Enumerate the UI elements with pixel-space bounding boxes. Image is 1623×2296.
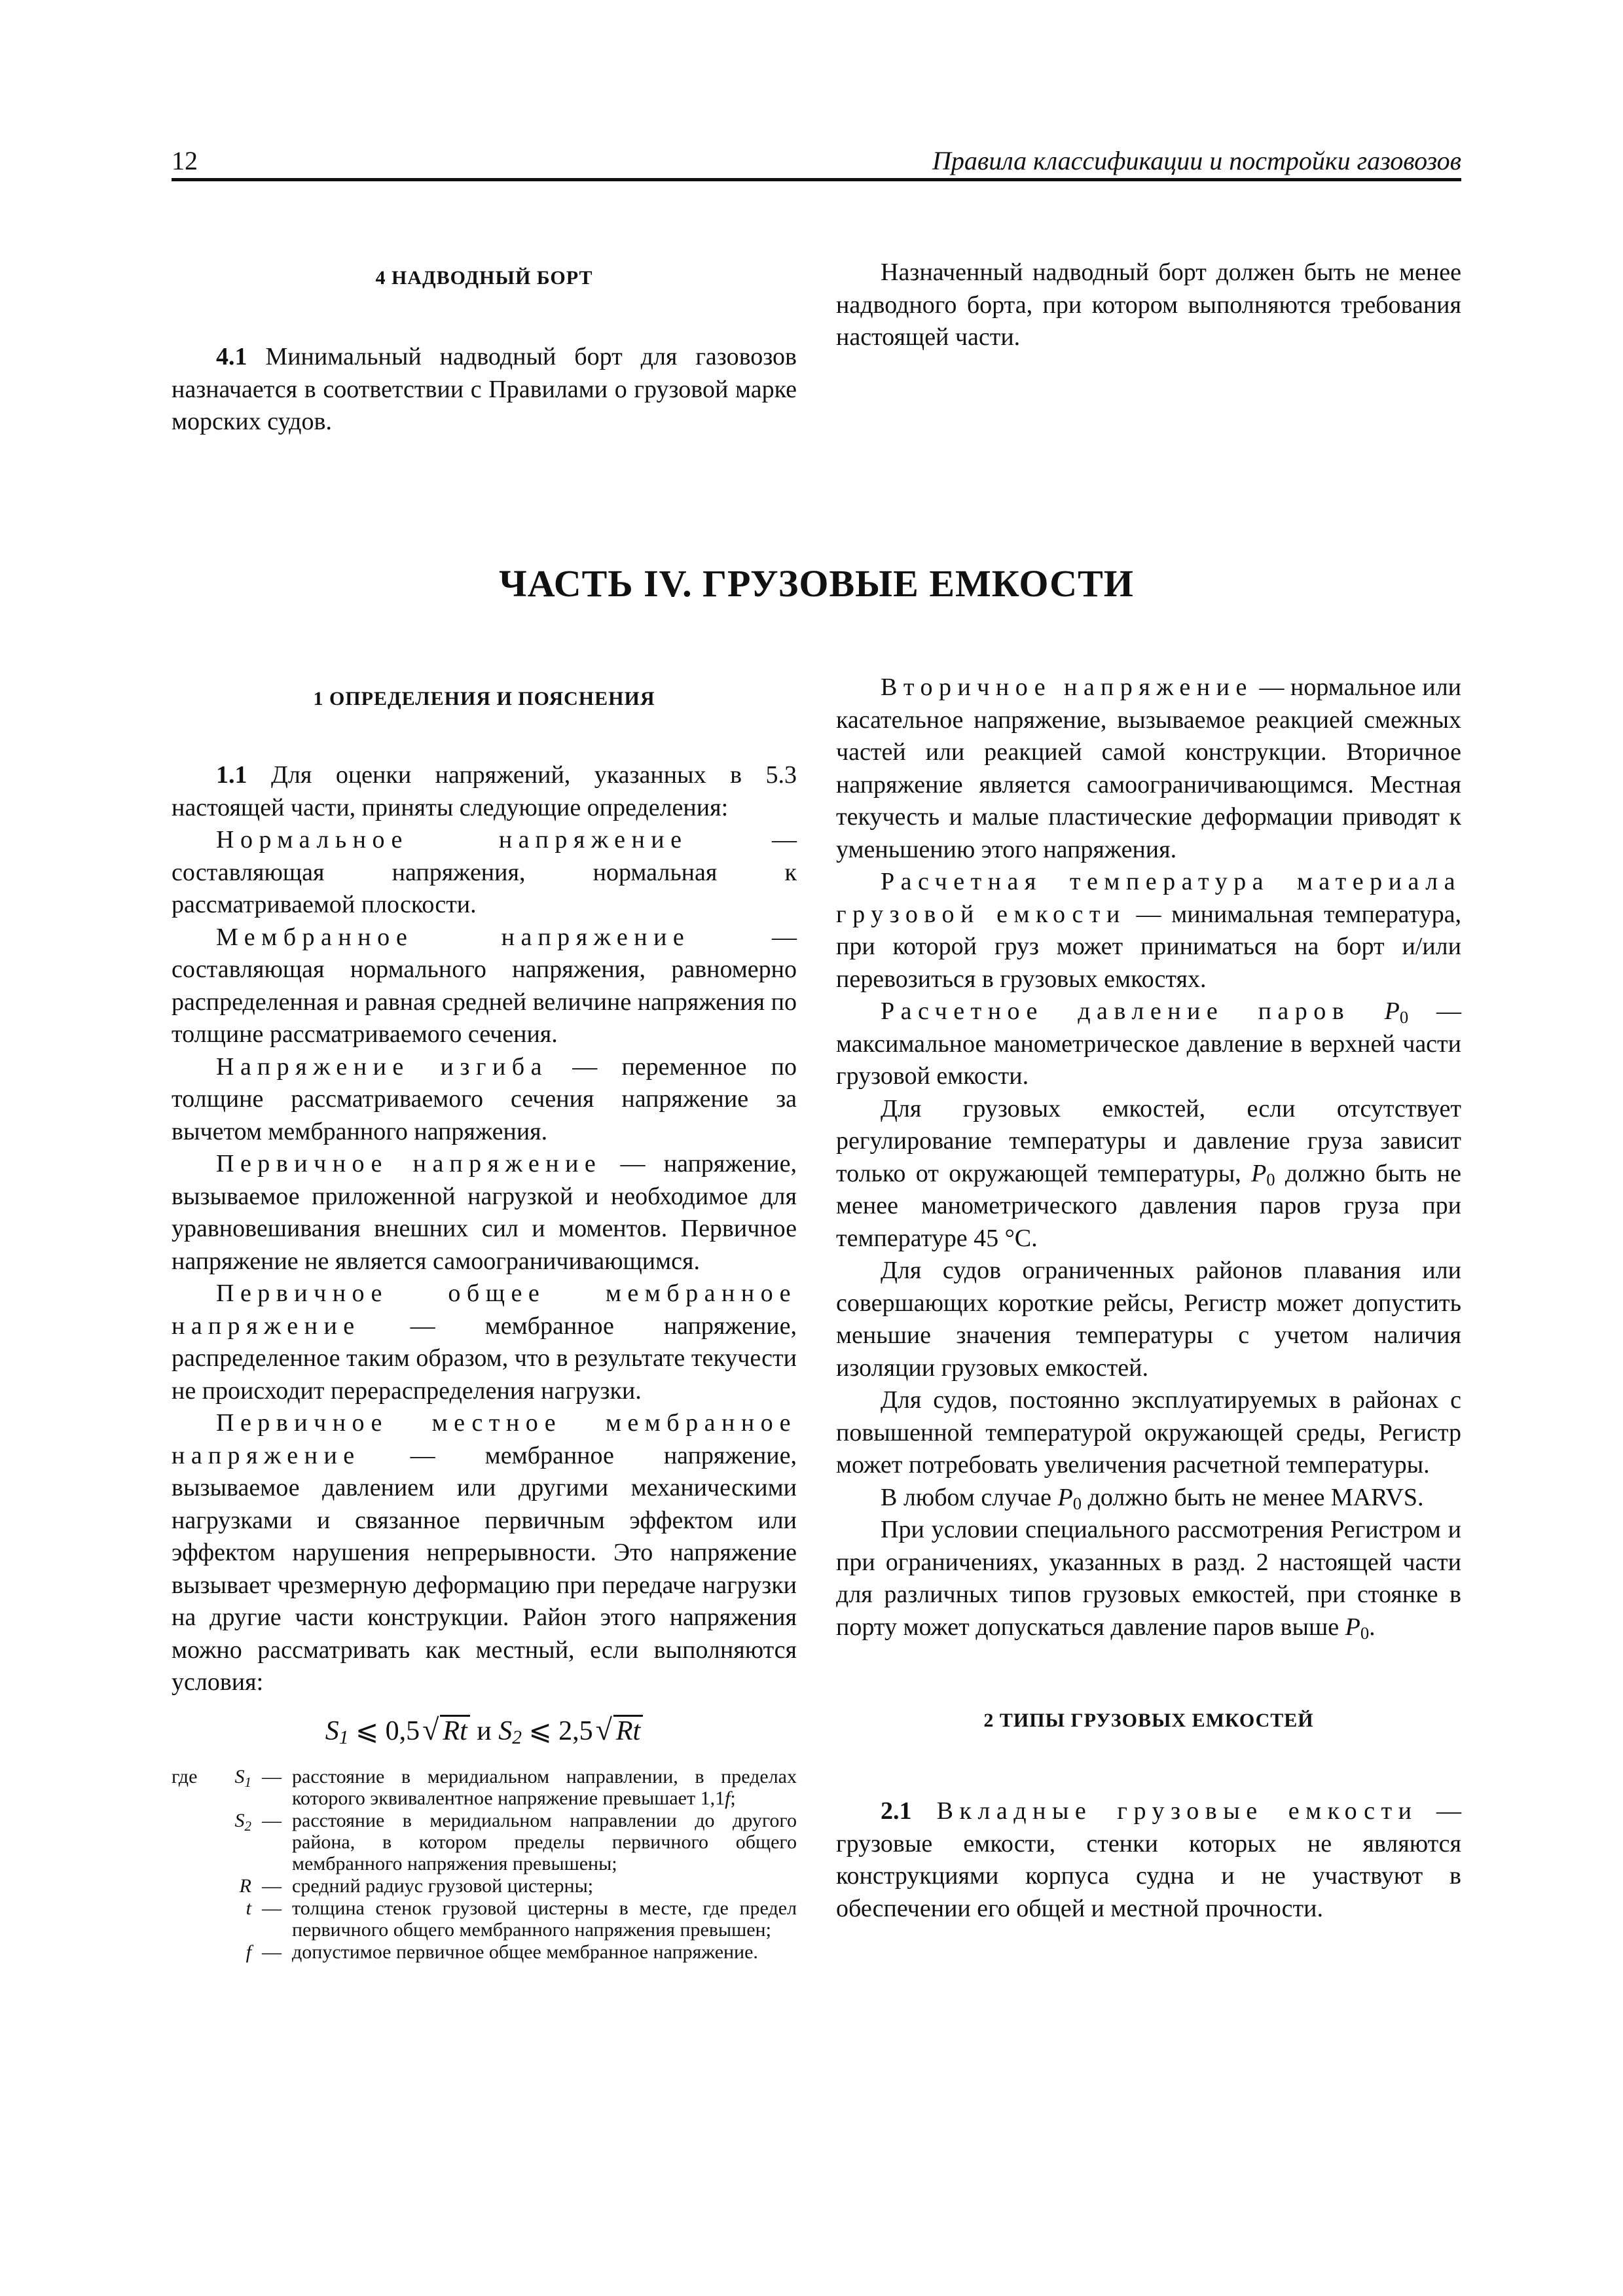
dash: — — [262, 1766, 282, 1787]
symbol: $S_1$ — [234, 1766, 251, 1790]
section4-left-column — [172, 265, 797, 439]
term: Мембранное напряжение — [216, 923, 691, 951]
formula-le-1: ⩽ — [348, 1715, 386, 1746]
definition-text: — максимальное манометрическое давление в верхней части грузовой емкости. — [836, 997, 1462, 1090]
definition-primary-local-membrane — [172, 1407, 797, 1699]
clause-number: 1.1 — [216, 761, 247, 789]
paragraph-hot-areas: Для судов, постоянно эксплуатируемых в районах с повышенной температурой окружающей среды, Регистр может потребовать увеличения расчетной температуры. — [836, 1386, 1461, 1479]
term: Вкладные грузовые емкости — [911, 1797, 1418, 1825]
formula-s2: S — [498, 1715, 513, 1746]
section4-paragraph-1 — [172, 341, 797, 439]
symbol-text: средний радиус грузовой цистерны; — [292, 1875, 594, 1897]
definition-text: — переменное по толщине рассматриваемого сечения напряжение за вычетом мембранного напряжения. — [172, 1052, 797, 1145]
definition-text: — напряжение, вызываемое приложенной нагрузкой и необходимое для уравновешивания внешних сил и моментов. Первичное напряжение не является самоограничивающимся. — [172, 1150, 797, 1275]
paragraph-text: Для оценки напряжений, указанных в 5.3 настоящей части, приняты следующие определения: — [172, 761, 797, 821]
definition-vapour-pressure — [836, 996, 1461, 1093]
definition-row — [172, 1941, 797, 1963]
term: Первичное общее мембранное напряжение — [172, 1280, 797, 1340]
part4-left-column — [172, 686, 797, 1964]
definition-row — [172, 1875, 797, 1897]
definition-text: — грузовые емкости, стенки которых не являются конструкциями корпуса судна и не участвуют в обеспечении его общей и местной прочности. — [836, 1797, 1461, 1922]
section1-intro — [172, 759, 797, 824]
symbol-p-subscript: 0 — [1399, 1007, 1409, 1027]
formula-s1-subscript: 1 — [338, 1727, 349, 1748]
definition-normal-stress — [172, 824, 797, 922]
paragraph-special-consideration: При условии специального рассмотрения Регистром и при ограничениях, указанных в разд. 2 настоящей части для различных типов грузовых емкостей, при стоянке в порту может допускаться давление паров выше $P_0$. — [836, 1516, 1461, 1643]
definition-text: — нормальное или касательное напряжение, вызываемое реакцией смежных частей или реакцией самой конструкции. Вторичное напряжение является самоограничивающимся. Местная текучесть и малые пластические деформации приводят к уменьшению этого напряжения. — [836, 673, 1461, 863]
term: Расчетное давление паров — [881, 997, 1385, 1025]
header-rule — [172, 178, 1461, 181]
dash: — — [262, 1941, 282, 1963]
definition-row — [172, 1810, 797, 1874]
symbol: R — [239, 1875, 251, 1897]
definition-text: — составляющая нормального напряжения, равномерно распределенная и равная средней величине напряжения по толщине рассматриваемого сечения. — [172, 923, 797, 1048]
section2-heading: 2 ТИПЫ ГРУЗОВЫХ ЕМКОСТЕЙ — [983, 1710, 1314, 1731]
definition-membrane-stress — [172, 922, 797, 1051]
symbol: f — [246, 1941, 251, 1963]
running-title: Правила классификации и постройки газовозов — [932, 146, 1461, 175]
symbol-text: допустимое первичное общее мембранное напряжение. — [292, 1941, 758, 1963]
term: Первичное напряжение — [216, 1150, 602, 1177]
dash: — — [262, 1810, 282, 1831]
term: Первичное местное мембранное напряжение — [172, 1409, 797, 1469]
definition-design-temperature — [836, 866, 1461, 996]
formula-and: и — [469, 1715, 499, 1746]
sqrt-symbol: √ — [595, 1712, 612, 1746]
where-label: где — [172, 1766, 198, 1787]
clause-number: 2.1 — [881, 1797, 912, 1825]
symbol-p: P — [1384, 997, 1400, 1025]
formula-radicand-2: Rt — [613, 1715, 643, 1746]
paragraph-limited-areas: Для судов ограниченных районов плавания или совершающих короткие рейсы, Регистр может допустить меньшие значения температуры с учетом наличия изоляции грузовых емкостей. — [836, 1257, 1461, 1382]
formula-coef-1: 0,5 — [385, 1715, 420, 1746]
paragraph-no-temperature-control: Для грузовых емкостей, если отсутствует регулирование температуры и давление груза зависит только от окружающей температуры, $P_0$ должно быть не менее манометрического давления паров груза при температуре 45 °C. — [836, 1094, 1462, 1252]
formula-s2-subscript: 2 — [512, 1727, 522, 1748]
section4-heading: 4 НАДВОДНЫЙ БОРТ — [375, 267, 593, 289]
term: Напряжение изгиба — [216, 1052, 548, 1081]
sqrt-symbol: √ — [422, 1712, 439, 1746]
formula-radicand-1: Rt — [440, 1715, 469, 1746]
symbol-text: расстояние в меридиальном направлении, в пределах которого эквивалентное напряжение превышает 1,1f; — [292, 1766, 797, 1809]
clause-number: 4.1 — [216, 343, 247, 370]
definition-row — [172, 1897, 797, 1941]
part-title: ЧАСТЬ IV. ГРУЗОВЫЕ ЕМКОСТИ — [499, 562, 1134, 605]
definition-bending-stress — [172, 1051, 797, 1149]
definition-primary-stress — [172, 1148, 797, 1278]
definition-text: — мембранное напряжение, вызываемое давлением или другими механическими нагрузками и связанное первичным эффектом или эффектом нарушения непрерывности. Это напряжение вызывает чрезмерную деформацию при передаче нагрузки на другие части конструкции. Район этого напряжения можно рассматривать как местный, если выполняются условия: — [172, 1441, 797, 1696]
term: Нормальное напряжение — [216, 826, 688, 853]
term: Вторичное напряжение — [881, 673, 1253, 701]
section2-paragraph-1 — [836, 1795, 1461, 1925]
formula-local-conditions — [172, 1713, 797, 1748]
formula-coef-2: 2,5 — [558, 1715, 593, 1746]
symbol-definitions — [172, 1766, 797, 1963]
symbol-text: толщина стенок грузовой цистерны в месте, где предел первичного общего мембранного напряжения превышен; — [292, 1897, 797, 1941]
part4-right-column — [836, 672, 1461, 1925]
definition-text: — минимальная температура, при которой груз может приниматься на борт и/или перевозиться в грузовых емкостях. — [836, 900, 1461, 993]
definition-text: — составляющая напряжения, нормальная к рассматриваемой плоскости. — [172, 826, 797, 918]
symbol-text: расстояние в меридиальном направлении до другого района, в котором пределы первичного общего мембранного напряжения превышены; — [292, 1810, 797, 1874]
section4-right-column — [836, 257, 1461, 354]
definition-primary-general-membrane — [172, 1278, 797, 1407]
definition-text: — мембранное напряжение, распределенное таким образом, что в результате текучести не происходит перераспределения нагрузки. — [172, 1312, 797, 1405]
definition-row — [172, 1766, 797, 1809]
section1-heading: 1 ОПРЕДЕЛЕНИЯ И ПОЯСНЕНИЯ — [313, 688, 655, 709]
definition-secondary-stress — [836, 672, 1461, 866]
symbol: $S_2$ — [234, 1810, 251, 1834]
formula-s1: S — [325, 1715, 339, 1746]
formula-le-2: ⩽ — [521, 1715, 559, 1746]
page-number: 12 — [172, 146, 198, 175]
dash: — — [262, 1875, 282, 1897]
symbol: t — [246, 1897, 251, 1919]
dash: — — [262, 1897, 282, 1919]
section4-paragraph-2: Назначенный надводный борт должен быть не менее надводного борта, при котором выполняются требования настоящей части. — [836, 259, 1461, 351]
paragraph-marvs: В любом случае $P_0$ должно быть не менее MARVS. — [881, 1483, 1424, 1513]
term: Расчетная температура материала грузовой емкости — [836, 868, 1461, 928]
paragraph-text: Минимальный надводный борт для газовозов назначается в соответствии с Правилами о грузовой марке морских судов. — [172, 343, 797, 435]
